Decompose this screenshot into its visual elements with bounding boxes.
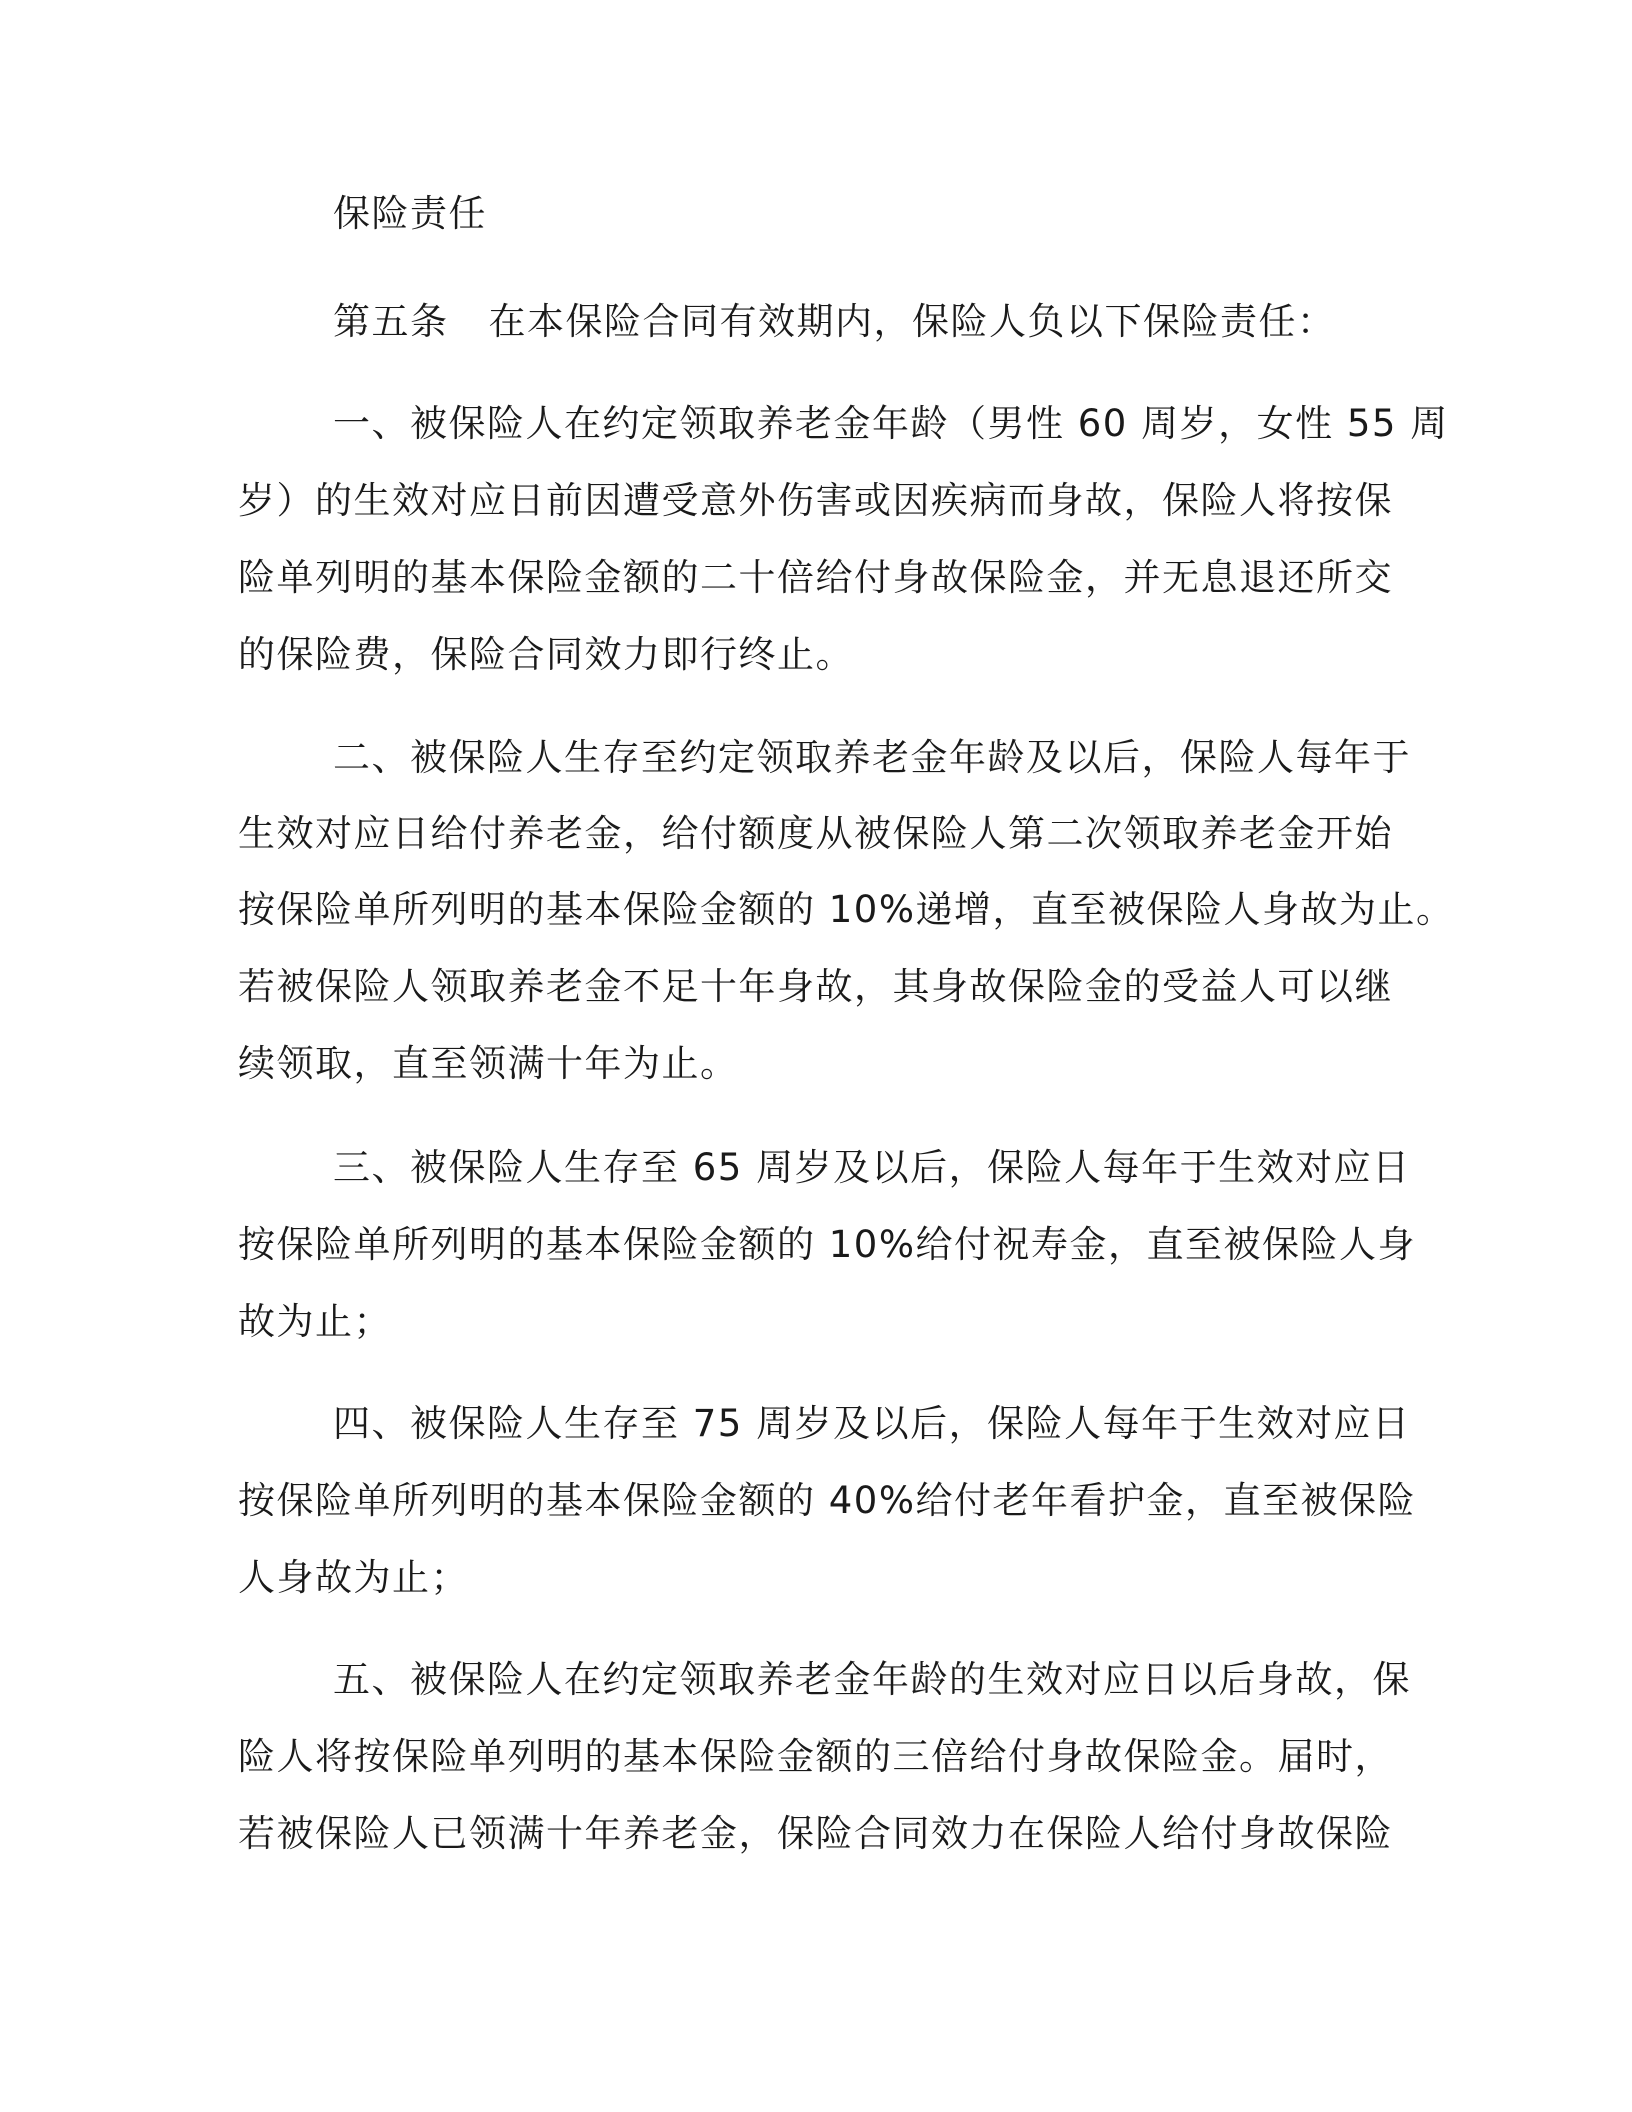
clause-line: 三、被保险人生存至 65 周岁及以后，保险人每年于生效对应日: [333, 1146, 1411, 1189]
clause-line: 五、被保险人在约定领取养老金年龄的生效对应日以后身故，保: [333, 1658, 1411, 1701]
article-heading: [333, 298, 1336, 346]
clause-line: 按保险单所列明的基本保险金额的 10%递增，直至被保险人身故为止。: [238, 888, 1455, 931]
clause-line: 岁）的生效对应日前因遭受意外伤害或因疾病而身故，保险人将按保: [238, 479, 1393, 522]
section-title: 保险责任: [333, 192, 487, 235]
clause-line: 若被保险人已领满十年养老金，保险合同效力在保险人给付身故保险: [238, 1812, 1393, 1855]
clause-line: 续领取，直至领满十年为止。: [238, 1042, 739, 1085]
clause-line: 故为止；: [238, 1300, 392, 1343]
article-intro: 在本保险合同有效期内，保险人负以下保险责任：: [488, 300, 1336, 343]
clause-line: 险人将按保险单列明的基本保险金额的三倍给付身故保险金。届时，: [238, 1735, 1393, 1778]
clause-line: 生效对应日给付养老金，给付额度从被保险人第二次领取养老金开始: [238, 812, 1393, 855]
clause-line: 人身故为止；: [238, 1556, 469, 1599]
clause-line: 四、被保险人生存至 75 周岁及以后，保险人每年于生效对应日: [333, 1402, 1411, 1445]
clause-line: 险单列明的基本保险金额的二十倍给付身故保险金，并无息退还所交: [238, 556, 1393, 599]
clause-line: 的保险费，保险合同效力即行终止。: [238, 633, 854, 676]
clause-line: 按保险单所列明的基本保险金额的 40%给付老年看护金，直至被保险: [238, 1479, 1416, 1522]
clause-line: 一、被保险人在约定领取养老金年龄（男性 60 周岁，女性 55 周: [333, 402, 1449, 445]
clause-line: 二、被保险人生存至约定领取养老金年龄及以后，保险人每年于: [333, 736, 1411, 779]
clause-line: 按保险单所列明的基本保险金额的 10%给付祝寿金，直至被保险人身: [238, 1223, 1416, 1266]
clause-line: 若被保险人领取养老金不足十年身故，其身故保险金的受益人可以继: [238, 965, 1393, 1008]
article-number: 第五条: [333, 300, 449, 343]
